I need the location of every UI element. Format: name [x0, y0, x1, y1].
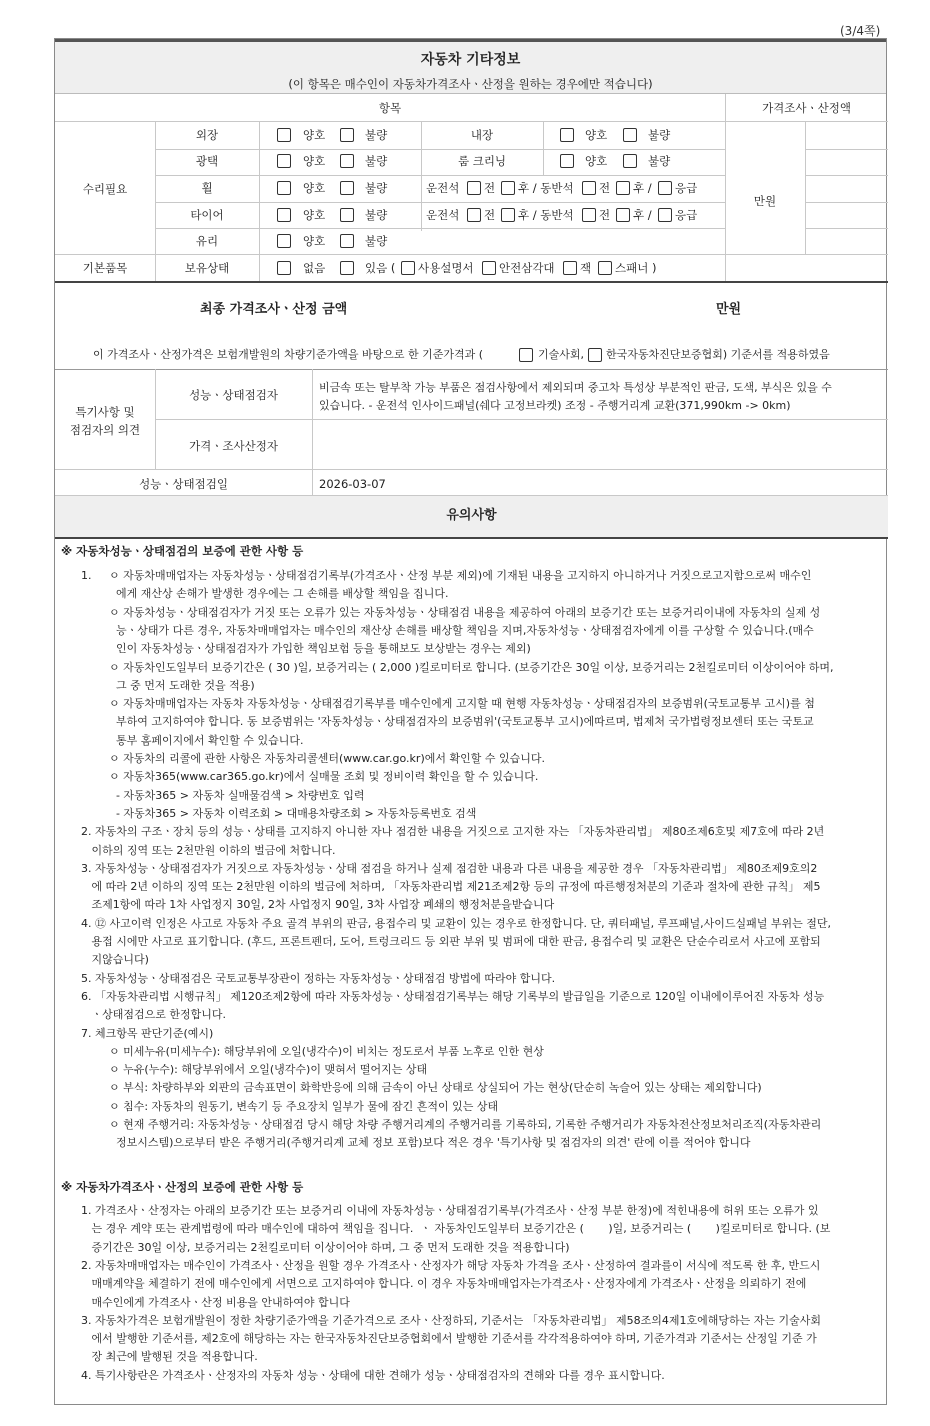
note-line: 는 경우 계약 또는 관계법령에 따라 매수인에 대하여 책임을 집니다. ㆍ 자동차인도일부터 보증기간은 ( )일, 보증거리는 ( )킬로미터로 합니다. (보	[81, 1222, 831, 1236]
wheel-passenger-front-checkbox[interactable]	[582, 181, 596, 195]
notes-section2-title: ※ 자동차가격조사ㆍ산정의 보증에 관한 사항 등	[61, 1180, 304, 1194]
inspection-date-value: 2026-03-07	[319, 477, 386, 491]
tire-driver-label: 운전석	[426, 208, 460, 222]
form-sheet	[54, 38, 887, 1405]
note-line: 용접 시에만 사고로 표기합니다. (후드, 프론트펜더, 도어, 트렁크리드 등 외판 부위 및 범퍼에 대한 판금, 용접수리 및 교환은 단순수리로서 사고에 포함되	[81, 935, 821, 948]
note-line: 에게 재산상 손해가 발생한 경우에는 그 손해를 배상할 책임을 집니다.	[81, 587, 449, 601]
note-line: ㅇ 현재 주행거리: 자동차성능ㆍ상태점검 당시 해당 차량 주행거리계의 주행거리를 기록하되, 기록한 주행거리가 자동차전산정보처리조직(자동차관리	[81, 1118, 822, 1131]
tire-rear2-label: 후 /	[633, 208, 652, 222]
repair-needed-label: 수리필요	[82, 182, 128, 196]
wheel-good-checkbox[interactable]	[277, 181, 291, 195]
row-label-interior: 내장	[470, 128, 494, 142]
note-line: 증기간은 30일 이상, 보증거리는 2천킬로미터 이상이어야 하며, 그 중 먼저 도래한 것을 적용합니다)	[81, 1240, 570, 1254]
section-subtitle: (이 항목은 매수인이 자동차가격조사ㆍ산정을 원하는 경우에만 적습니다)	[288, 77, 653, 91]
inspector-opinion-line1: 비금속 또는 탈부착 가능 부품은 점검사항에서 제외되며 중고차 특성상 부분적인 판금, 도색, 부식은 있을 수	[319, 381, 832, 394]
glass-good-checkbox[interactable]	[277, 234, 291, 248]
note-line: 매매계약을 체결하기 전에 매수인에게 서면으로 고지하여야 합니다. 이 경우 자동차매매업자는가격조사ㆍ산정자에게 가격조사ㆍ산정을 의뢰하기 전에	[81, 1277, 807, 1291]
wheel-emergency-label: 응급	[675, 181, 698, 195]
note-line: ㆍ상태점검으로 한정합니다.	[81, 1008, 226, 1022]
row-label-gloss: 광택	[195, 154, 219, 168]
opinion-label-2: 점검자의 의견	[69, 423, 141, 437]
note-line: - 자동차365 > 자동차 실매물검색 > 차량번호 입력	[81, 788, 365, 802]
opinion-label-1: 특기사항 및	[75, 405, 135, 419]
note-line: ㅇ 부식: 차량하부와 외판의 금속표면이 화학반응에 의해 금속이 아닌 상태로 상실되어 가는 현상(단순히 녹슬어 있는 상태는 제외합니다)	[81, 1081, 762, 1095]
wheel-driver-front-checkbox[interactable]	[467, 181, 481, 195]
manual-label: 사용설명서	[418, 261, 474, 275]
section-title: 자동차 기타정보	[420, 52, 521, 68]
note-line: 매수인에게 가격조사ㆍ산정 비용을 안내하여야 합니다	[81, 1295, 350, 1309]
tire-bad-checkbox[interactable]	[340, 208, 354, 222]
row-label-room-cleaning: 룸 크리닝	[457, 154, 507, 168]
tire-front-label: 전	[484, 208, 496, 222]
glass-good-label: 양호	[303, 234, 326, 248]
wheel-bad-checkbox[interactable]	[340, 181, 354, 195]
inspection-date-label: 성능ㆍ상태점검일	[139, 477, 228, 491]
tire-passenger-rear-checkbox[interactable]	[616, 208, 630, 222]
wheel-rear2-label: 후 /	[633, 181, 652, 195]
exterior-good-label: 양호	[303, 128, 326, 142]
gloss-bad-label: 불량	[365, 154, 388, 168]
note-line: 지않습니다)	[81, 953, 149, 967]
wheel-bad-label: 불량	[365, 181, 388, 195]
exterior-bad-label: 불량	[365, 128, 388, 142]
row-label-tire: 타이어	[190, 208, 224, 222]
owned-none-checkbox[interactable]	[277, 261, 291, 275]
notes-title: 유의사항	[446, 508, 497, 523]
wheel-rear-label: 후 / 동반석	[518, 181, 574, 195]
cleaning-good-label: 양호	[585, 154, 608, 168]
note-line: 3. 자동차성능ㆍ상태점검자가 거짓으로 자동차성능ㆍ상태 점검을 하거나 실제 점검한 내용과 다른 내용을 제공한 경우 「자동차관리법」 제80조제9호의2	[81, 861, 818, 875]
basis-engineers-checkbox[interactable]	[519, 348, 533, 362]
col-price-header: 가격조사ㆍ산정액	[762, 101, 851, 115]
tire-passenger-front-checkbox[interactable]	[582, 208, 596, 222]
price-unit: 만원	[753, 194, 777, 208]
inspector-label: 성능ㆍ상태점검자	[189, 388, 278, 402]
note-line: 2. 자동차매매업자는 매수인이 가격조사ㆍ산정을 원할 경우 가격조사ㆍ산정자가 해당 자동차 가격을 조사ㆍ산정하여 결과를이 서식에 적도록 한 후, 반드시	[81, 1258, 821, 1272]
title-block	[55, 39, 886, 94]
tire-driver-front-checkbox[interactable]	[467, 208, 481, 222]
manual-checkbox[interactable]	[401, 261, 415, 275]
gloss-bad-checkbox[interactable]	[340, 154, 354, 168]
note-line: 그 중 먼저 도래한 것을 적용)	[81, 678, 255, 692]
wheel-front-label: 전	[484, 181, 496, 195]
jack-label: 잭	[580, 261, 592, 275]
note-line: 조제1항에 따라 1차 사업정지 30일, 2차 사업정지 90일, 3차 사업장 폐쇄의 행정처분을받습니다	[81, 898, 555, 912]
owned-none-label: 없음	[303, 261, 326, 275]
triangle-checkbox[interactable]	[482, 261, 496, 275]
note-line: 장 최근에 발행된 것을 적용합니다.	[81, 1350, 258, 1364]
note-line: 인이 자동차성능ㆍ상태점검자가 가입한 책임보험 등을 통해보도 보상받는 경우는 제외)	[81, 642, 531, 656]
basis-engineers-label: 기술사회,	[538, 348, 585, 361]
note-line: 1. 가격조사ㆍ산정자는 아래의 보증기간 또는 보증거리 이내에 자동차성능ㆍ상태점검기록부(가격조사ㆍ산정 부분 한정)에 적힌내용에 허위 또는 오류가 있	[81, 1204, 819, 1217]
glass-bad-checkbox[interactable]	[340, 234, 354, 248]
note-line: 통부 홈페이지에서 확인할 수 있습니다.	[81, 733, 304, 747]
note-line: 5. 자동차성능ㆍ상태점검은 국토교통부장관이 정하는 자동차성능ㆍ상태점검 방법에 따라야 합니다.	[81, 971, 556, 985]
spanner-checkbox[interactable]	[598, 261, 612, 275]
interior-bad-label: 불량	[648, 128, 671, 142]
notes-section1-title: ※ 자동차성능ㆍ상태점검의 보증에 관한 사항 등	[61, 544, 304, 558]
note-line: ㅇ 자동차365(www.car365.go.kr)에서 실매물 조회 및 정비이력 확인을 할 수 있습니다.	[81, 770, 539, 784]
tire-emergency-checkbox[interactable]	[658, 208, 672, 222]
note-line: 4. ⑫ 사고이력 인정은 사고로 자동차 주요 골격 부위의 판금, 용접수리 및 교환이 있는 경우로 한정합니다. 단, 쿼터패널, 루프패널,사이드실패널 부위는 절단,	[81, 916, 831, 930]
wheel-driver-label: 운전석	[426, 181, 460, 195]
basis-association-checkbox[interactable]	[588, 348, 602, 362]
interior-good-label: 양호	[585, 128, 608, 142]
note-line: 2. 자동차의 구조ㆍ장치 등의 성능ㆍ상태를 고지하지 아니한 자나 점검한 내용을 거짓으로 고지한 자는 「자동차관리법」 제80조제6호및 제7호에 따라 2년	[81, 825, 825, 839]
note-line: 에 따라 2년 이하의 징역 또는 2천만원 이하의 벌금에 처하며, 「자동차관리법 제21조제2항 등의 규정에 따른행정처분의 기준과 절차에 관한 규칙」 제5	[81, 880, 821, 894]
row-label-owned: 보유상태	[184, 261, 230, 275]
tire-driver-rear-checkbox[interactable]	[501, 208, 515, 222]
cleaning-bad-label: 불량	[648, 154, 671, 168]
gloss-good-label: 양호	[303, 154, 326, 168]
final-price-unit: 만원	[716, 302, 742, 317]
exterior-good-checkbox[interactable]	[277, 128, 291, 142]
glass-bad-label: 불량	[365, 234, 388, 248]
note-line: 3. 자동차가격은 보험개발원이 정한 차량기준가액을 기준가격으로 조사ㆍ산정하되, 기준서는 「자동차관리법」 제58조의4제1호에해당하는 자는 기술사회	[81, 1313, 822, 1327]
interior-good-checkbox[interactable]	[560, 128, 574, 142]
gloss-good-checkbox[interactable]	[277, 154, 291, 168]
wheel-front2-label: 전	[599, 181, 611, 195]
spanner-label: 스패너 )	[615, 261, 657, 275]
inspector-opinion-line2: 있습니다. - 운전석 인사이드패널(쉐다 고정브라켓) 조정 - 주행거리계 교환(371,990km -> 0km)	[319, 399, 791, 412]
note-line: 1. ㅇ 자동차매매업자는 자동차성능ㆍ상태점검기록부(가격조사ㆍ산정 부분 제외)에 기재된 내용을 고지하지 아니하거나 거짓으로고지함으로써 매수인	[81, 569, 812, 582]
wheel-emergency-checkbox[interactable]	[658, 181, 672, 195]
wheel-driver-rear-checkbox[interactable]	[501, 181, 515, 195]
basic-items-label: 기본품목	[82, 261, 128, 275]
note-line: ㅇ 미세누유(미세누수): 해당부위에 오일(냉각수)이 비치는 정도로서 부품 노후로 인한 현상	[81, 1044, 544, 1058]
tire-bad-label: 불량	[365, 208, 388, 222]
note-line: 정보시스템)으로부터 받은 주행거리(주행거리계 교체 정보 포함)보다 적은 경우 '특기사항 및 점검자의 의견' 란에 이를 적어야 합니다	[81, 1136, 751, 1150]
note-line: 능ㆍ상태가 다른 경우, 자동차매매업자는 매수인의 재산상 손해를 배상할 책임을 지며,자동차성능ㆍ상태점검자에게 이를 구상할 수 있습니다.(매수	[81, 623, 814, 637]
note-line: ㅇ 자동차인도일부터 보증기간은 ( 30 )일, 보증거리는 ( 2,000 )킬로미터로 합니다. (보증기간은 30일 이상, 보증거리는 2천킬로미터 이상이어야 하며,	[81, 660, 834, 674]
note-line: 부하여 고지하여야 합니다. 동 보증범위는 '자동차성능ㆍ상태점검자의 보증범위'(국토교통부 고시)에따르며, 법제처 국가법령정보센터 또는 국토교	[81, 715, 814, 729]
note-line: ㅇ 침수: 자동차의 원동기, 변속기 등 주요장치 일부가 물에 잠긴 흔적이 있는 상태	[81, 1099, 499, 1113]
exterior-bad-checkbox[interactable]	[340, 128, 354, 142]
tire-good-label: 양호	[303, 208, 326, 222]
triangle-label: 안전삼각대	[499, 261, 555, 275]
owned-exists-label: 있음 (	[365, 261, 396, 275]
note-line: ㅇ 누유(누수): 해당부위에서 오일(냉각수)이 맺혀서 떨어지는 상태	[81, 1063, 428, 1077]
note-line: 에서 발행한 기준서를, 제2호에 해당하는 자는 한국자동차진단보증협회에서 발행한 기준서를 각각적용하여야 하며, 기준가격과 기준서는 산정일 기준 가	[81, 1332, 817, 1346]
note-line: ㅇ 자동차의 리콜에 관한 사항은 자동차리콜센터(www.car.go.kr)에서 확인할 수 있습니다.	[81, 752, 545, 765]
wheel-good-label: 양호	[303, 181, 326, 195]
tire-good-checkbox[interactable]	[277, 208, 291, 222]
basis-association-label: 한국자동차진단보증협회) 기준서를 적용하였음	[606, 348, 830, 361]
tire-front2-label: 전	[599, 208, 611, 222]
note-line: 6. 「자동차관리법 시행규칙」 제120조제2항에 따라 자동차성능ㆍ상태점검기록부는 해당 기록부의 발급일을 기준으로 120일 이내에이루어진 자동차 성능	[81, 989, 825, 1003]
note-line: - 자동차365 > 자동차 이력조회 > 대매용차량조회 > 자동차등록번호 검색	[81, 806, 477, 820]
row-label-glass: 유리	[195, 234, 219, 248]
wheel-passenger-rear-checkbox[interactable]	[616, 181, 630, 195]
note-line: 4. 특기사항란은 가격조사ㆍ산정자의 자동차 성능ㆍ상태에 대한 견해가 성능ㆍ상태점검자의 견해와 다를 경우 표시합니다.	[81, 1368, 665, 1382]
note-line: 7. 체크항목 판단기준(예시)	[81, 1026, 214, 1040]
note-line: ㅇ 자동차매매업자는 자동차 자동차성능ㆍ상태점검기록부를 매수인에게 고지할 때 현행 자동차성능ㆍ상태점검자의 보증범위(국토교통부 고시)를 첨	[81, 697, 815, 711]
final-price-label: 최종 가격조사ㆍ산정 금액	[200, 302, 348, 317]
tire-rear-label: 후 / 동반석	[518, 208, 574, 222]
appraiser-label: 가격ㆍ조사산정자	[189, 439, 278, 453]
row-label-wheel: 휠	[201, 181, 213, 195]
tire-emergency-label: 응급	[675, 208, 698, 222]
interior-bad-checkbox[interactable]	[623, 128, 637, 142]
cleaning-bad-checkbox[interactable]	[623, 154, 637, 168]
owned-exists-checkbox[interactable]	[340, 261, 354, 275]
cleaning-good-checkbox[interactable]	[560, 154, 574, 168]
note-line: ㅇ 자동차성능ㆍ상태점검자가 거짓 또는 오류가 있는 자동차성능ㆍ상태점검 내용을 제공하여 아래의 보증기간 또는 보증거리이내에 자동차의 실제 성	[81, 605, 821, 619]
col-item-header: 항목	[378, 101, 402, 115]
note-line: 이하의 징역 또는 2천만원 이하의 벌금에 처합니다.	[81, 843, 336, 857]
jack-checkbox[interactable]	[563, 261, 577, 275]
final-basis-text: 이 가격조사ㆍ산정가격은 보험개발원의 차량기준가액을 바탕으로 한 기준가격과 (	[93, 348, 484, 361]
row-label-exterior: 외장	[195, 128, 219, 142]
page-number: (3/4쪽)	[840, 24, 881, 38]
